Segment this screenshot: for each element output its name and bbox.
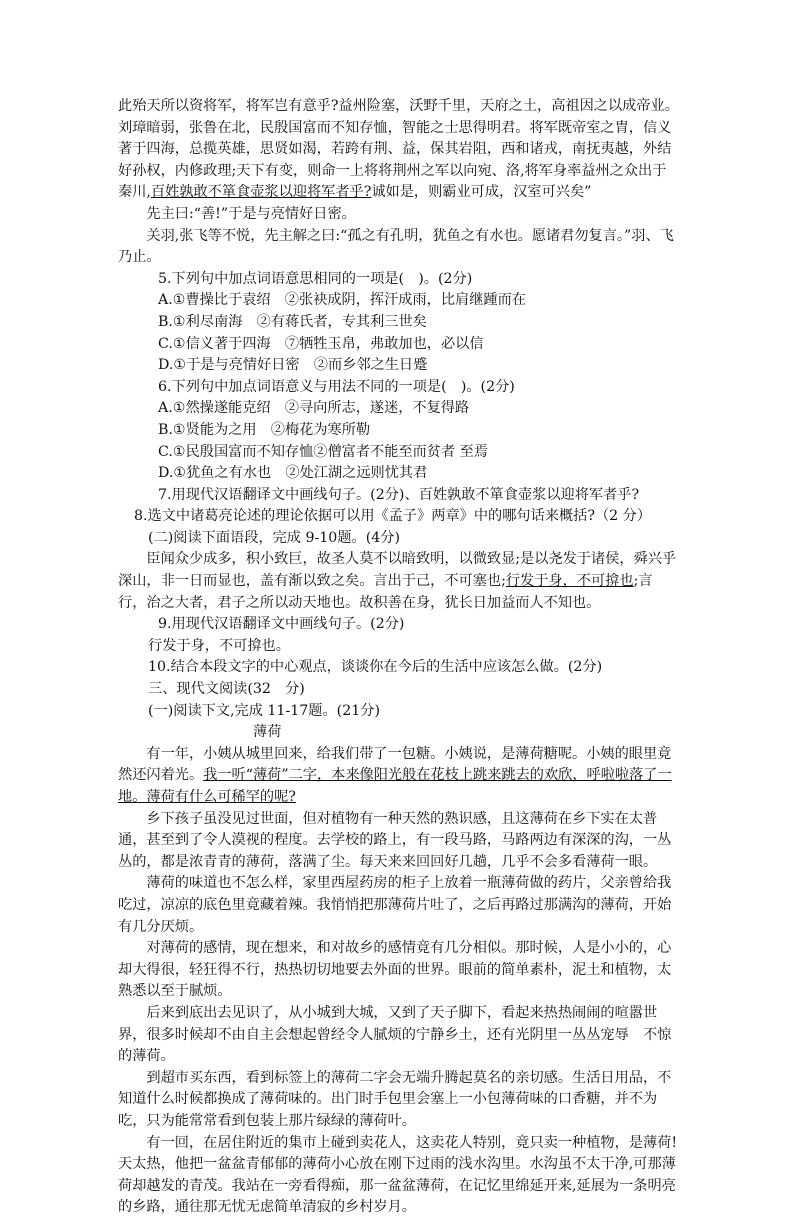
q5-option-b: B.①利尽南海 ②有蒋氏者，专其利三世矣 [158,313,427,330]
q6-option-a: A.①然操遂能克绍 ②寻向所志，遂迷，不复得路 [158,400,470,417]
article-paragraph-4: 对薄荷的感情，现在想来，和对故乡的感情竟有几分相似。那时候，人是小小的，心却大得很，轻狂得不行，热热切切地要去外面的世界。眼前的简单素朴，泥土和植物，太熟悉以至于腻烦。 [118,940,672,1000]
section-3-heading: 三、现代文阅读(32 分) [148,681,305,698]
q6-option-b: B.①贤能为之用 ②梅花为寒所勒 [158,421,371,438]
article-paragraph-5: 后来到底出去见识了，从小城到大城，又到了天子脚下，看起来热热闹闹的喧嚣世界，很多时候却不由自主会想起曾经令人腻烦的宁静乡土，还有光阴里一丛丛宠辱 不惊的薄荷。 [118,1004,672,1065]
question-9-answer: 行发于身，不可揜也。 [148,637,290,654]
question-6: 6.下列句中加点词语意义与用法不同的一项是( )。(2分) [158,378,515,395]
document-page [118,96,680,1219]
section-3-subheading: (一)阅读下文,完成 11-17题。(21分) [148,702,380,719]
classical-paragraph-2: 先主曰:“善!”于是与亮情好日密。 [146,205,356,222]
q5-option-a: A.①曹操比于袁绍 ②张袂成阴，挥汗成雨，比肩继踵而在 [158,292,526,309]
article-paragraph-1 [118,744,680,809]
article-title: 薄荷 [253,724,282,741]
question-10: 10.结合本段文字的中心观点，谈谈你在今后的生活中应该怎么做。(2分) [148,659,603,676]
section-2-text: ;言行，治之大者，君子之所以动天地也。故积善在身，犹长日加益而人不知也。 [118,573,653,611]
underlined-sentence: 行发于身，不可揜也 [505,573,634,590]
classical-paragraph-1 [118,96,680,204]
q5-option-c: C.①信义著于四海 ⑦牺牲玉帛，弗敢加也，必以信 [158,335,484,352]
article-text: 有一年，小姨从城里回来，给我们带了一包糖。小姨说，是薄荷糖呢。小姨的眼里竟然还闪着光。 [118,745,672,784]
underlined-sentence: 我一听“薄荷”二字，本来像阳光般在花枝上跳来跳去的欢欣，呼啦啦落了一地。薄荷有什么可稀罕的呢? [118,767,672,805]
article-paragraph-6: 到超市买东西，看到标签上的薄荷二字会无端升腾起莫名的亲切感。生活日用品，不知道什么时候都换成了薄荷味的。出门时手包里会塞上一小包薄荷味的口香糖，并不为吃，只为能常常看到包装上那片绿绿的薄荷叶。 [118,1069,672,1129]
classical-text: 诚如是，则霸业可成，汉室可兴矣” [371,184,592,201]
article-paragraph-2: 乡下孩子虽没见过世面，但对植物有一种天然的熟识感，且这薄荷在乡下实在太普通，甚至到了令人漠视的程度。去学校的路上，有一段马路，马路两边有深深的沟，一丛丛的，都是浓青青的薄荷，落满了尘。每天来来回回好几趟，几乎不会多看薄荷一眼。 [118,810,672,870]
article-paragraph-7: 有一回，在居住附近的集市上碰到卖花人，这卖花人特别，竟只卖一种植物，是薄荷!天太热，他把一盆盆青郁郁的薄荷小心放在刚下过雨的浅水沟里。水沟虽不太干净,可那薄荷却越发的青茂。我站在一旁看得痴，那一盆盆薄荷，在记忆里绵延开来,延展为一条明亮的乡路，通往那无忧无虑简单清寂的乡村岁月。 [118,1134,678,1216]
classical-paragraph-3: 关羽,张飞等不悦，先主解之曰:“孤之有孔明，犹鱼之有水也。愿诸君勿复言。”羽、飞乃止。 [118,227,674,266]
q6-option-d: D.①犹鱼之有水也 ②处江湖之远则忧其君 [158,465,428,482]
classical-text: 此殆天所以资将军，将军岂有意乎?益州险塞，沃野千里，天府之土，高祖因之以成帝业。刘璋暗弱，张鲁在北，民殷国富而不知存恤，智能之士思得明君。将军既帝室之胄，信义著于四海，总揽英雄，思贤如渴，若跨有荆、益，保其岩阻，西和诸戎，南抚夷越，外结好孙权，内修政理;天下有变，则命一上将将荆州之军以向宛、洛,将军身率益州之众出于秦川, [118,98,679,201]
q5-option-d: D.①于是与亮情好日密 ②而乡邻之生日蹙 [158,357,428,374]
question-9: 9.用现代汉语翻译文中画线句子。(2分) [158,616,405,633]
section-2-text: 臣闻众少成多，积小致巨，故圣人莫不以暗致明，以微致显;是以尧发于诸侯，舜兴乎深山，非一日而显也，盖有渐以致之矣。言出于己，不可塞也; [118,551,677,590]
article-paragraph-3: 薄荷的味道也不怎么样，家里西屋药房的柜子上放着一瓶薄荷做的药片，父亲曾给我吃过，凉凉的底色里竟藏着辣。我悄悄把那薄荷片吐了，之后再路过那满沟的薄荷，开始有几分厌烦。 [118,875,672,935]
q6-option-c: C.①民殷国富而不知存恤②僧富者不能至而贫者 至焉 [158,443,489,460]
question-5: 5.下列句中加点词语意思相同的一项是( )。(2分) [158,270,473,287]
underlined-sentence: 百姓孰敢不箪食壶浆以迎将军者乎? [150,184,372,201]
question-7: 7.用现代汉语翻译文中画线句子。(2分)、百姓孰敢不箪食壶浆以迎将军者乎? [158,486,640,503]
section-2-paragraph [118,549,680,614]
question-8: 8.选文中诸葛亮论述的理论依据可以用《孟子》两章》中的哪句话来概括?（2 分） [134,508,652,525]
section-2-heading: (二)阅读下面语段，完成 9-10题。(4分) [148,529,400,546]
